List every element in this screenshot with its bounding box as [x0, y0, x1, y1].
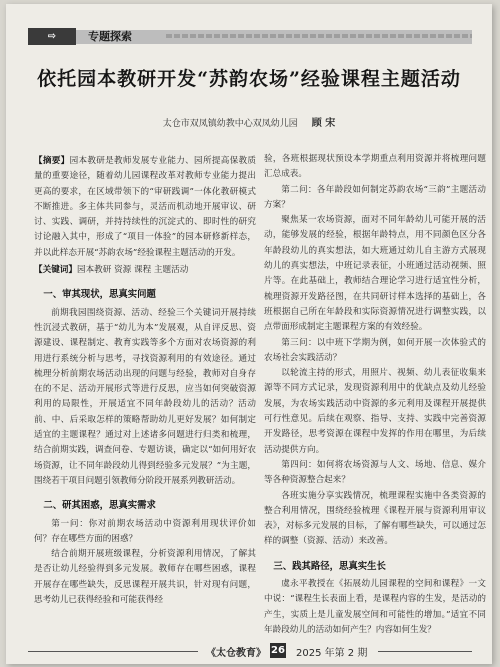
question-paragraph: 第一问：你对前期农场活动中资源利用现状评价如何？存在哪些方面的困惑？ — [34, 518, 256, 544]
abstract-text: 园本教研是教师发展专业能力、园所提高保教质量的重要途径，随着幼儿园课程改革对教师专业能力提出更高的要求，在区域带领下的“审研践调”一体化教研模式不断推进。多主体共同参与，灵活而机动地开展审议、研讨、实践、调研，并持持续性的沉淀式的、即时性的研究讨论融入其中，形成了“项目一体验”的园本研修新样态，并以此样态开展“苏韵农场”经验课程主题活动的开发。 — [34, 156, 256, 258]
journal-name: 《太仓教育》 — [206, 648, 266, 659]
paragraph: 前期我园围绕资源、活动、经验三个关键词开展持续性沉浸式教研，基于“幼儿为本”发展观，从自评反思、资源建设、课程制定、教育实践等多个方面对农场资源的利用进行系统分析与思考，寻找资源利用的有效途径。通过梳理分析前期农场活动出现的问题与经验，教师对自身存在的不足、活动开展形式等进行反思，应当如何突破资源利用的局限性，开展适宜不同年龄段幼儿的活动？活动前、中、后采取怎样的策略帮助幼儿更好发展？如何制定适宜的主题课程？通过对上述诸多问题进行归类和梳理，结合前期实践，调查问卷、专题访谈，确定以“如何用好农场资源，让不同年龄段幼儿得到经验多元发展？”为主题，围绕若干项目问题引领教师分阶段开展系列教研活动。 — [34, 307, 256, 486]
page-footer — [6, 644, 492, 660]
question-paragraph: 第二问：各年龄段如何制定苏韵农场“三韵”主题活动方案？ — [264, 184, 486, 210]
right-column — [264, 152, 486, 638]
abstract-tag: 【摘要】 — [34, 156, 70, 166]
affiliation: 太仓市双凤镇幼教中心双凤幼儿园 — [162, 119, 298, 129]
question-paragraph: 第三问：以中班下学期为例，如何开展一次体验式的农场社会实践活动？ — [264, 337, 486, 363]
section-marker-icon: ⇨ — [28, 28, 76, 45]
keywords-text: 园本教研 资源 课程 主题活动 — [76, 265, 189, 276]
abstract-block — [34, 154, 256, 278]
question-paragraph: 第四问：如何将农场资源与人文、场地、信息、媒介等各种资源整合起来？ — [264, 459, 486, 486]
footer-rule-left — [28, 651, 198, 652]
header-stripe — [166, 34, 472, 38]
article-title: 依托园本教研开发“苏韵农场”经验课程主题活动 — [37, 68, 461, 90]
paragraph: 以轮流主持的形式，用照片、视频、幼儿表征收集来源等不同方式记录，发现资源利用中的优缺点及幼儿经验发展，为农场实践活动中资源的多元利用及课程开展提供可行性意见。后续在观察、指导、支持、实践中完善资源开发路径，思考资源在课程中发挥的作用在哪里，为后续活动提供方向。 — [264, 368, 486, 455]
document-page — [6, 4, 492, 664]
left-column — [34, 154, 256, 608]
author: 顾 宋 — [311, 118, 336, 129]
issue-label: 2025 年第 2 期 — [296, 648, 368, 659]
section-label: 专题探索 — [88, 30, 132, 43]
paragraph: 验，各班根据现状预设本学期重点利用资源并将梳理问题汇总成表。 — [264, 154, 486, 180]
keywords-tag: 【关键词】 — [34, 265, 77, 276]
page-number: 26 — [271, 645, 285, 656]
paragraph: 各班实施分享实践情况，梳理课程实施中各类资源的整合利用情况，围绕经验梳理《课程开展与资源利用审议表》，对标多元发展的目标，了解有哪些缺失，可以通过怎样的调整（资源、活动）来改善。 — [264, 490, 486, 547]
section-heading-2: 二、研其困惑，思真实需求 — [43, 500, 156, 512]
section-heading-3: 三、践其路径，思真实生长 — [273, 560, 386, 572]
footer-rule-right — [378, 651, 472, 652]
byline — [6, 114, 492, 129]
paragraph: 聚焦某一农场资源，面对不同年龄幼儿可能开展的活动，能够发展的经验，根据年龄特点，用不同颜色区分各年龄段幼儿的真实想法，如大班通过幼儿自主游方式展现幼儿的真实想法，中班记录表征，小班通过活动视频、照片等。在此基础上，教师结合理论学习进行适宜性分析，梳理资源开发路径图，在共同研讨样本选择的基础上，各班根据自己所在年龄段和实际资源情况进行调整实践，以点带面形成制定主题课程方案的有效经验。 — [264, 215, 486, 333]
section-heading-1: 一、审其现状，思真实问题 — [43, 289, 156, 301]
paragraph: 虞永平教授在《拓展幼儿园课程的空间和课程》一文中说：“课程生长表面上看，是课程内容的生发，是活动的产生，实质上是儿童发展空间和可能性的增加。”适宜不同年龄段幼儿的活动如何产生？内容如何生发？ — [264, 579, 486, 635]
paragraph: 结合前期开展班级课程，分析资源利用情况，了解其是否让幼儿经验得到多元发展。教师存在哪些困惑，课程开展存在哪些缺失，反思课程开展共识，针对现有问题，思考幼儿已获得经验和可能获得经 — [34, 549, 256, 606]
